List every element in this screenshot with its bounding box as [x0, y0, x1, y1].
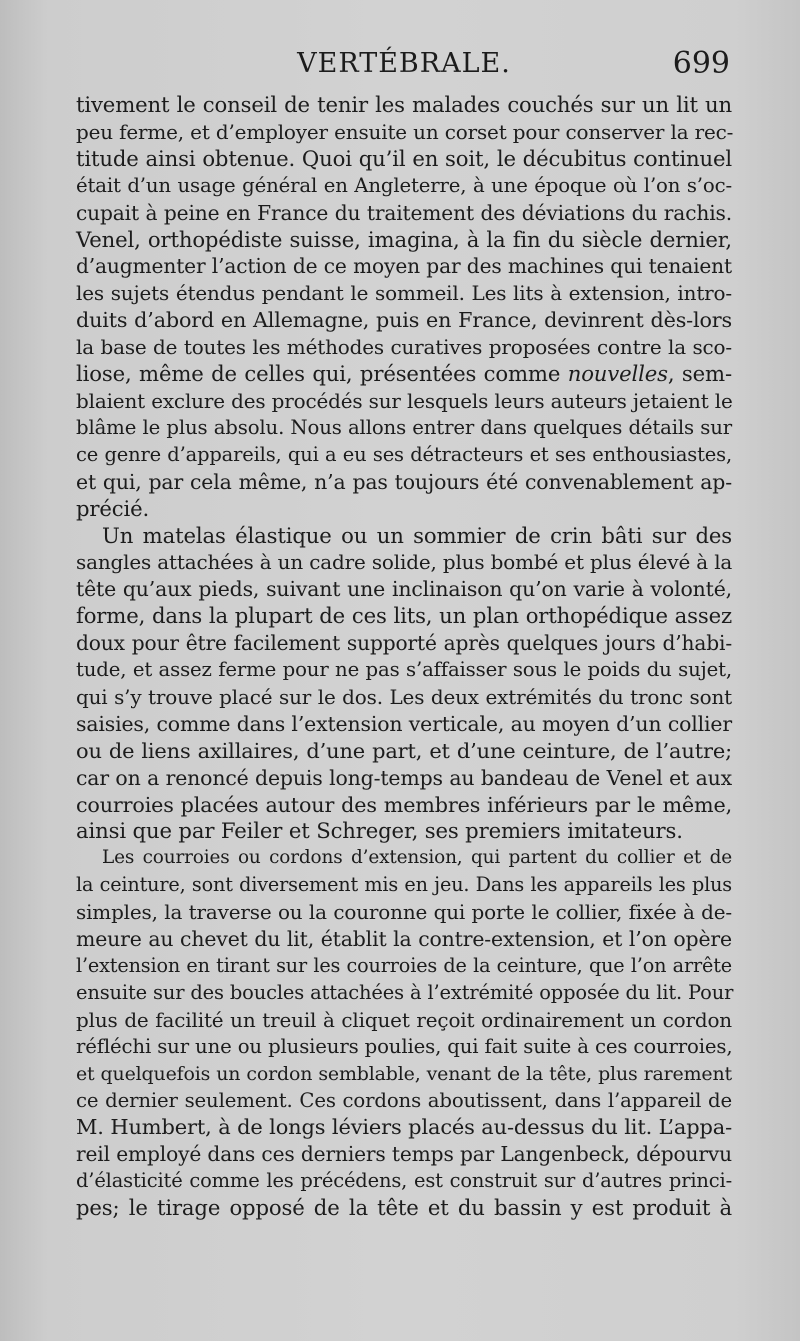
- text-line: d’élasticité comme les précédens, est construit sur d’autres princi-: [76, 1169, 732, 1193]
- text-line: l’extension en tirant sur les courroies de la ceinture, que l’on arrête: [76, 954, 732, 977]
- text-line: blaient exclure des procédés sur lesquels leurs auteurs jetaient le: [76, 388, 733, 413]
- text-line-with-italic: [76, 361, 732, 388]
- page-number: 699: [672, 46, 730, 81]
- paragraph-1: [76, 92, 732, 523]
- text-line: réfléchi sur une ou plusieurs poulies, qui fait suite à ces courroies,: [76, 1034, 733, 1058]
- text-line: tude, et assez ferme pour ne pas s’affaisser sous le poids du sujet,: [76, 658, 732, 682]
- text-line: tête qu’aux pieds, suivant une inclinaison qu’on varie à volonté,: [76, 577, 732, 602]
- text-line: meure au chevet du lit, établit la contre-extension, et l’on opère: [76, 927, 732, 952]
- text-line: précié.: [76, 495, 150, 521]
- text-line: plus de facilité un treuil à cliquet reçoit ordinairement un cordon: [76, 1007, 732, 1032]
- text-line: ensuite sur des boucles attachées à l’extrémité opposée du lit. Pour: [76, 980, 734, 1004]
- text-line: Les courroies ou cordons d’extension, qui partent du collier et de: [102, 847, 732, 869]
- text-line: cupait à peine en France du traitement des déviations du rachis.: [76, 200, 732, 225]
- text-line: et quelquefois un cordon semblable, venant de la tête, plus rarement: [76, 1062, 732, 1085]
- running-head: [76, 46, 732, 86]
- running-title: VERTÉBRALE.: [297, 48, 511, 79]
- text-line: Un matelas élastique ou un sommier de crin bâti sur des: [102, 522, 732, 548]
- text-line: qui s’y trouve placé sur le dos. Les deux extrémités du tronc sont: [76, 684, 732, 709]
- text-line: car on a renoncé depuis long-temps au bandeau de Venel et aux: [76, 765, 732, 790]
- text-line: simples, la traverse ou la couronne qui porte le collier, fixée à de-: [76, 900, 732, 925]
- text-line: pes; le tirage opposé de la tête et du bassin y est produit à: [76, 1195, 732, 1221]
- text-line: d’augmenter l’action de ce moyen par des machines qui tenaient: [76, 254, 732, 279]
- text-line: tivement le conseil de tenir les malades couchés sur un lit un: [76, 92, 732, 117]
- text-line: M. Humbert, à de longs léviers placés au-dessus du lit. L’appa-: [76, 1115, 732, 1140]
- text-segment: , sem-: [667, 361, 732, 387]
- text-line: ce genre d’appareils, qui a eu ses détracteurs et ses enthousiastes,: [76, 442, 732, 466]
- text-line: ou de liens axillaires, d’une part, et d’une ceinture, de l’autre;: [76, 738, 732, 763]
- text-line: ainsi que par Feiler et Schreger, ses premiers imitateurs.: [76, 818, 683, 844]
- text-line: blâme le plus absolu. Nous allons entrer dans quelques détails sur: [76, 415, 732, 439]
- text-line: courroies placées autour des membres inférieurs par le même,: [76, 792, 732, 817]
- text-line: forme, dans la plupart de ces lits, un plan orthopédique assez: [76, 603, 732, 629]
- text-line: était d’un usage général en Angleterre, à une époque où l’on s’oc-: [76, 173, 732, 197]
- text-segment: liose, même de celles qui, présentées comme: [76, 361, 561, 387]
- text-line: la base de toutes les méthodes curatives proposées contre la sco-: [76, 335, 732, 360]
- text-line: sangles attachées à un cadre solide, plus bombé et plus élevé à la: [76, 550, 733, 575]
- text-line: Venel, orthopédiste suisse, imagina, à la fin du siècle dernier,: [76, 226, 732, 252]
- text-line: peu ferme, et d’employer ensuite un corset pour conserver la rec-: [76, 119, 734, 144]
- body-text: [76, 92, 732, 1222]
- paragraph-2: [76, 523, 732, 846]
- paragraph-3: [76, 845, 732, 1222]
- text-line: reil employé dans ces derniers temps par Langenbeck, dépourvu: [76, 1142, 732, 1167]
- italic-word: nouvelles: [567, 361, 668, 387]
- text-line: saisies, comme dans l’extension verticale, au moyen d’un collier: [76, 711, 732, 736]
- text-line: ce dernier seulement. Ces cordons aboutissent, dans l’appareil de: [76, 1088, 732, 1112]
- text-line: et qui, par cela même, n’a pas toujours été convenablement ap-: [76, 469, 732, 494]
- text-line: la ceinture, sont diversement mis en jeu. Dans les appareils les plus: [76, 873, 732, 897]
- text-line: duits d’abord en Allemagne, puis en France, devinrent dès-lors: [76, 308, 732, 333]
- text-line: doux pour être facilement supporté après quelques jours d’habi-: [76, 631, 732, 656]
- text-line: titude ainsi obtenue. Quoi qu’il en soit, le décubitus continuel: [76, 145, 732, 171]
- text-line: les sujets étendus pendant le sommeil. Les lits à extension, intro-: [76, 281, 732, 306]
